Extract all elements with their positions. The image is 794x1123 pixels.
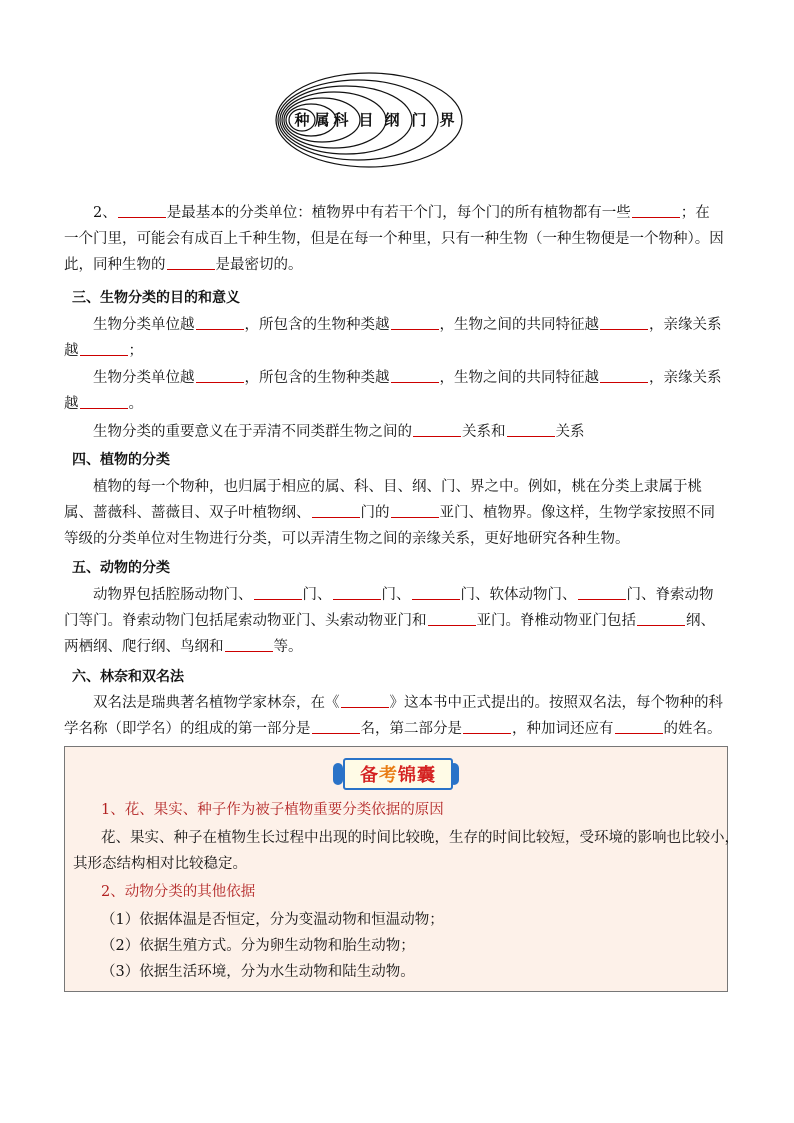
tip-2-line-1: （1）依据体温是否恒定，分为变温动物和恒温动物； <box>101 912 444 928</box>
paragraph-basic-unit: 2、 是最基本的分类单位：植物界中有若干个门，每个门的所有植物都有一些 ；在一个门里，可能会有成百上千种生物，但是在每一个种里，只有一种生物（一种生物便是一个物种）。因此，同种生物的 是最密切的。 <box>64 200 724 278</box>
paragraph-unit-smaller: 生物分类单位越 ，所包含的生物种类越 ，生物之间的共同特征越 ，亲缘关系越 ； <box>64 312 724 364</box>
blank[interactable] <box>80 340 128 356</box>
blank[interactable] <box>615 718 663 734</box>
tip-2-line-2: （2）依据生殖方式。分为卵生动物和胎生动物； <box>101 938 415 954</box>
paragraph-unit-larger: 生物分类单位越 ，所包含的生物种类越 ，生物之间的共同特征越 ，亲缘关系越 。 <box>64 365 724 417</box>
blank[interactable] <box>254 584 302 600</box>
blank[interactable] <box>412 584 460 600</box>
tip-1-body: 花、果实、种子在植物生长过程中出现的时间比较晚，生存的时间比较短，受环境的影响也比较小， <box>101 830 739 846</box>
tip-2-title: 2、动物分类的其他依据 <box>101 884 256 900</box>
blank[interactable] <box>637 610 685 626</box>
blank[interactable] <box>196 314 244 330</box>
blank[interactable] <box>391 502 439 518</box>
paragraph-significance: 生物分类的重要意义在于弄清不同类群生物之间的 关系和 关系 <box>64 419 724 445</box>
blank[interactable] <box>428 610 476 626</box>
label-kingdom: 界 <box>439 111 455 129</box>
tip-1-body-cont: 其形态结构相对比较稳定。 <box>73 856 247 872</box>
label-species: 种 <box>294 111 310 129</box>
heading-section-4: 四、植物的分类 <box>72 452 170 468</box>
label-class: 纲 <box>384 111 400 129</box>
blank[interactable] <box>341 692 389 708</box>
blank[interactable] <box>632 202 680 218</box>
banner-char: 锦 <box>398 765 417 786</box>
tip-2-line-3: （3）依据生活环境，分为水生动物和陆生动物。 <box>101 964 415 980</box>
label-genus: 属 <box>314 111 330 129</box>
blank[interactable] <box>312 502 360 518</box>
blank[interactable] <box>167 254 215 270</box>
paragraph-binomial-nomenclature: 双名法是瑞典著名植物学家林奈，在《 》这本书中正式提出的。按照双名法，每个物种的科学名称（即学名）的组成的第一部分是 名，第二部分是 ，种加词还应有 的姓名。 <box>64 690 724 742</box>
blank[interactable] <box>600 314 648 330</box>
heading-section-3: 三、生物分类的目的和意义 <box>72 290 240 306</box>
banner-char: 囊 <box>417 765 436 786</box>
heading-section-5: 五、动物的分类 <box>72 560 170 576</box>
exam-tips-box <box>64 746 739 992</box>
blank[interactable] <box>578 584 626 600</box>
blank[interactable] <box>413 421 461 437</box>
heading-section-6: 六、林奈和双名法 <box>72 669 184 685</box>
blank[interactable] <box>507 421 555 437</box>
blank[interactable] <box>80 393 128 409</box>
blank[interactable] <box>391 367 439 383</box>
banner-title <box>343 758 453 790</box>
paragraph-plant-classification: 植物的每一个物种，也归属于相应的属、科、目、纲、门、界之中。例如，桃在分类上隶属于桃属、蔷薇科、蔷薇目、双子叶植物纲、 门的 亚门、植物界。像这样，生物学家按照不同等级的分类单位对生物进行分类，可以弄清生物之间的亲缘关系，更好地研究各种生物。 <box>64 479 715 547</box>
label-order: 目 <box>358 111 374 129</box>
blank[interactable] <box>225 636 273 652</box>
tip-1-title: 1、花、果实、种子作为被子植物重要分类依据的原因 <box>101 802 444 818</box>
taxonomy-nested-ellipses <box>274 70 464 170</box>
scroll-left-icon <box>333 763 343 785</box>
blank[interactable] <box>118 202 166 218</box>
paragraph-animal-classification: 动物界包括腔肠动物门、 门、 门、 门、软体动物门、 门、脊索动物门等门。脊索动物门包括尾索动物亚门、头索动物亚门和 亚门。脊椎动物亚门包括 纲、两栖纲、爬行纲、鸟纲和 等。 <box>64 582 724 660</box>
label-phylum: 门 <box>411 111 427 129</box>
blank[interactable] <box>312 718 360 734</box>
label-family: 科 <box>333 111 349 129</box>
blank[interactable] <box>333 584 381 600</box>
banner-char: 备 <box>360 765 379 786</box>
blank[interactable] <box>463 718 511 734</box>
tips-banner <box>333 755 459 791</box>
blank[interactable] <box>196 367 244 383</box>
banner-char: 考 <box>379 765 398 786</box>
blank[interactable] <box>391 314 439 330</box>
blank[interactable] <box>600 367 648 383</box>
